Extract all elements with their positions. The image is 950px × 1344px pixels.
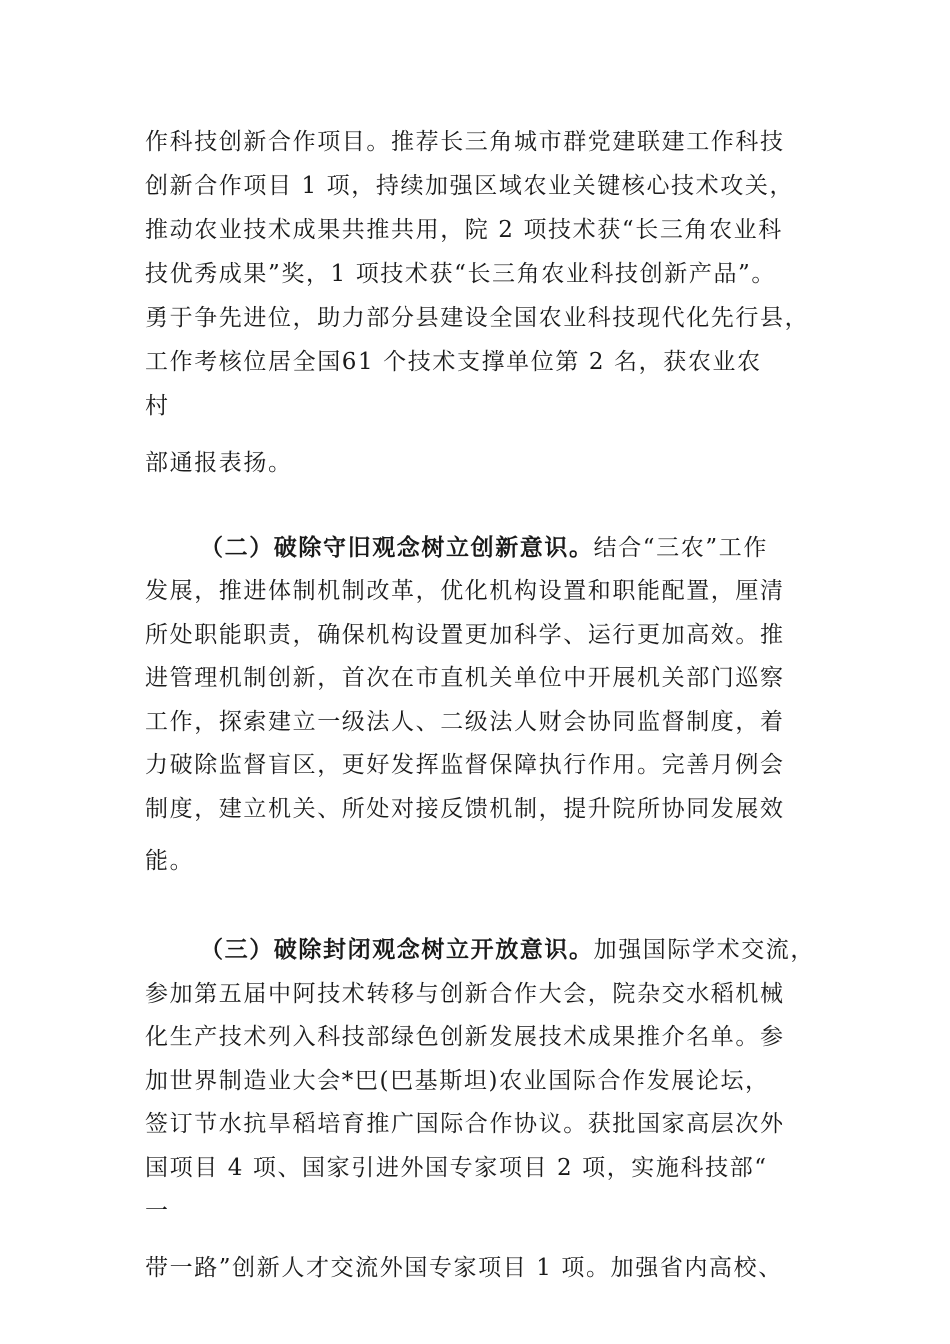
- text-line: 国项目 4 项、国家引进外国专家项目 2 项，实施科技部“: [145, 1155, 768, 1181]
- section-2-heading: （二）破除守旧观念树立创新意识。: [200, 534, 594, 561]
- section-3-first-line-text: 加强国际学术交流，: [593, 937, 816, 963]
- text-line: 进管理机制创新，首次在市直机关单位中开展机关部门巡察: [145, 665, 785, 691]
- text-line: 勇于争先进位，助力部分县建设全国农业科技现代化先行县，: [145, 305, 810, 331]
- section-2-first-line-text: 结合“三农”工作: [593, 535, 768, 561]
- section-3-heading: （三）破除封闭观念树立开放意识。: [200, 936, 594, 963]
- text-line: 所处职能职责，确保机构设置更加科学、运行更加高效。推: [145, 622, 785, 648]
- text-line: 一: [145, 1198, 170, 1224]
- text-line: 加世界制造业大会*巴(巴基斯坦)农业国际合作发展论坛，: [145, 1068, 770, 1094]
- text-line: 作科技创新合作项目。推荐长三角城市群党建联建工作科技: [145, 129, 785, 155]
- text-line: 带一路”创新人才交流外国专家项目 1 项。加强省内高校、: [145, 1255, 783, 1281]
- text-line: 参加第五届中阿技术转移与创新合作大会，院杂交水稻机械: [145, 981, 785, 1007]
- text-line: 能。: [145, 848, 195, 874]
- text-line: 发展，推进体制机制改革，优化机构设置和职能配置，厘清: [145, 578, 785, 604]
- text-line: 部通报表扬。: [145, 450, 293, 476]
- text-line: 化生产技术列入科技部绿色创新发展技术成果推介名单。参: [145, 1024, 785, 1050]
- text-line: 力破除监督盲区，更好发挥监督保障执行作用。完善月例会: [145, 752, 785, 778]
- text-line: 村: [145, 393, 170, 419]
- text-line: 工作考核位居全国61 个技术支撑单位第 2 名，获农业农: [145, 349, 762, 375]
- text-line: 签订节水抗旱稻培育推广国际合作协议。获批国家高层次外: [145, 1111, 785, 1137]
- text-line: 创新合作项目 1 项，持续加强区域农业关键核心技术攻关，: [145, 173, 795, 199]
- text-line: 工作，探索建立一级法人、二级法人财会协同监督制度，着: [145, 709, 785, 735]
- text-line: 技优秀成果”奖，1 项技术获“长三角农业科技创新产品”。: [145, 261, 777, 287]
- text-line: 推动农业技术成果共推共用，院 2 项技术获“长三角农业科: [145, 217, 783, 243]
- section-3-first-line: [200, 935, 880, 965]
- section-2-first-line: [200, 533, 880, 563]
- text-line: 制度，建立机关、所处对接反馈机制，提升院所协同发展效: [145, 796, 785, 822]
